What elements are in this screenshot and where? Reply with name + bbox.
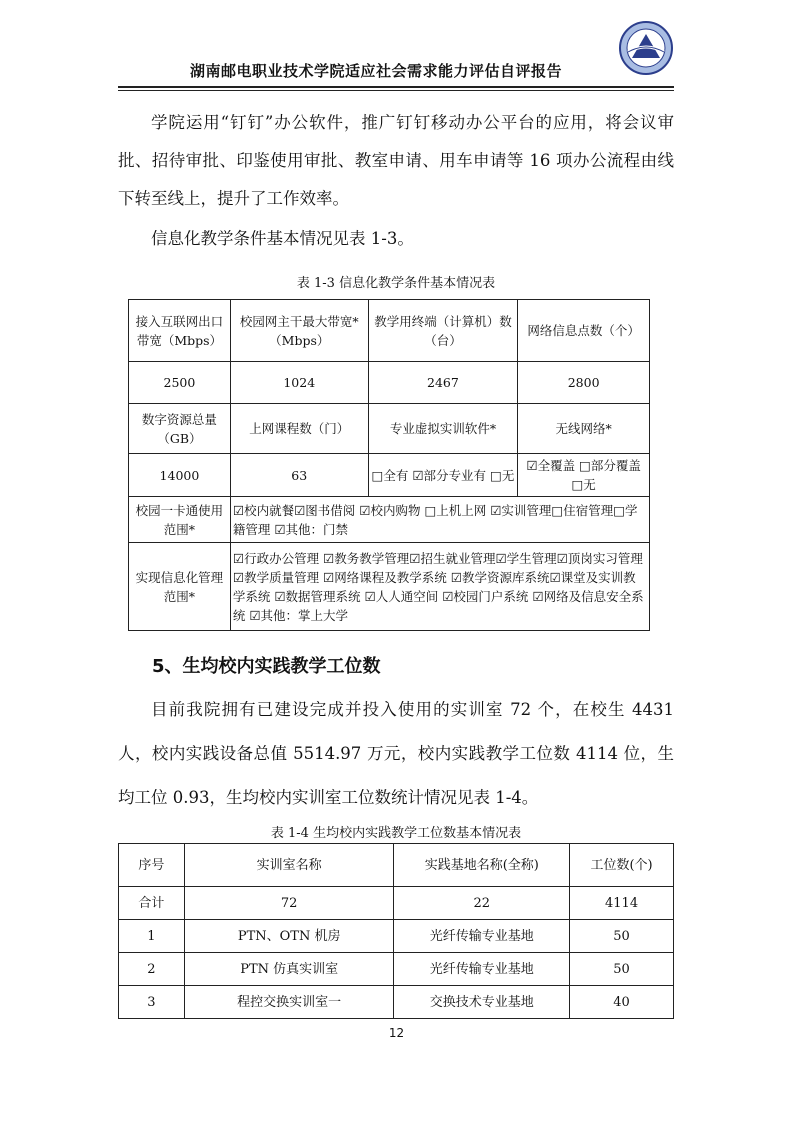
t13-header-terminals: 教学用终端（计算机）数（台） <box>368 300 518 362</box>
t13-header-wireless: 无线网络* <box>518 404 650 454</box>
t14-total-stations: 4114 <box>570 887 674 920</box>
t14-cell-stations: 40 <box>570 986 674 1019</box>
t14-header-lab-name: 实训室名称 <box>184 844 394 887</box>
t14-total-labs: 72 <box>184 887 394 920</box>
t14-cell-base-name: 交换技术专业基地 <box>394 986 570 1019</box>
paragraph-table13-intro: 信息化教学条件基本情况见表 1-3。 <box>151 229 414 248</box>
t14-header-base-name: 实践基地名称(全称) <box>394 844 570 887</box>
t13-label-info-management: 实现信息化管理范围* <box>129 543 231 631</box>
header-title: 湖南邮电职业技术学院适应社会需求能力评估自评报告 <box>190 62 563 80</box>
paragraph-dingtalk: 学院运用“钉钉”办公软件，推广钉钉移动办公平台的应用，将会议审批、招待审批、印鉴使用审批、教室申请、用车申请等 16 项办公流程由线下转至线上，提升了工作效率。 <box>118 113 674 208</box>
table-row <box>119 920 674 953</box>
page-number: 12 <box>388 1026 405 1040</box>
t13-value-digital-resources: 14000 <box>129 454 231 497</box>
paragraph-training-stations: 目前我院拥有已建设完成并投入使用的实训室 72 个，在校生 4431 人，校内实践设备总值 5514.97 万元，校内实践教学工位数 4114 位，生均工位 0.93，生均校内实训室工位数统计情况见表 1-4。 <box>118 700 674 807</box>
t13-header-online-courses: 上网课程数（门） <box>230 404 368 454</box>
t13-header-backbone: 校园网主干最大带宽*（Mbps） <box>230 300 368 362</box>
table14-caption: 表 1-4 生均校内实践教学工位数基本情况表 <box>270 826 522 841</box>
t13-value-campus-card: ☑校内就餐☑图书借阅 ☑校内购物 □上机上网 ☑实训管理□住宿管理□学籍管理 ☑其他：门禁 <box>230 497 649 543</box>
table-1-4 <box>118 843 674 1019</box>
t14-cell-base-name: 光纤传输专业基地 <box>394 920 570 953</box>
t14-cell-index: 2 <box>119 953 185 986</box>
t13-label-campus-card: 校园一卡通使用范围* <box>129 497 231 543</box>
t14-cell-base-name: 光纤传输专业基地 <box>394 953 570 986</box>
t14-cell-lab-name: PTN 仿真实训室 <box>184 953 394 986</box>
t14-header-stations: 工位数(个) <box>570 844 674 887</box>
t13-value-wireless: ☑全覆盖 □部分覆盖 □无 <box>518 454 650 497</box>
section-5-heading: 5、生均校内实践教学工位数 <box>152 656 381 677</box>
college-logo-icon <box>618 20 674 76</box>
t13-header-bandwidth: 接入互联网出口带宽（Mbps） <box>129 300 231 362</box>
t13-value-network-points: 2800 <box>518 362 650 404</box>
t14-cell-index: 1 <box>119 920 185 953</box>
t14-total-label: 合计 <box>119 887 185 920</box>
t13-value-online-courses: 63 <box>230 454 368 497</box>
table13-caption: 表 1-3 信息化教学条件基本情况表 <box>296 276 496 291</box>
t14-cell-stations: 50 <box>570 920 674 953</box>
t14-cell-stations: 50 <box>570 953 674 986</box>
t13-header-network-points: 网络信息点数（个） <box>518 300 650 362</box>
table-1-3 <box>128 299 650 631</box>
t13-header-digital-resources: 数字资源总量（GB） <box>129 404 231 454</box>
t14-cell-index: 3 <box>119 986 185 1019</box>
t13-value-virtual-training: □全有 ☑部分专业有 □无 <box>368 454 518 497</box>
t14-header-index: 序号 <box>119 844 185 887</box>
t13-header-virtual-training: 专业虚拟实训软件* <box>368 404 518 454</box>
t13-value-bandwidth: 2500 <box>129 362 231 404</box>
header-rule-thin <box>118 90 674 91</box>
table-row <box>119 986 674 1019</box>
t13-value-terminals: 2467 <box>368 362 518 404</box>
table-row <box>119 953 674 986</box>
header-rule <box>118 86 674 88</box>
t14-total-bases: 22 <box>394 887 570 920</box>
t13-value-backbone: 1024 <box>230 362 368 404</box>
t14-cell-lab-name: PTN、OTN 机房 <box>184 920 394 953</box>
t14-cell-lab-name: 程控交换实训室一 <box>184 986 394 1019</box>
t13-value-info-management: ☑行政办公管理 ☑教务教学管理☑招生就业管理☑学生管理☑顶岗实习管理 ☑教学质量管理 ☑网络课程及教学系统 ☑教学资源库系统☑课堂及实训教学系统 ☑数据管理系统 ☑人人通空间 ☑校园门户系统 ☑网络及信息安全系统 ☑其他：掌上大学 <box>230 543 649 631</box>
